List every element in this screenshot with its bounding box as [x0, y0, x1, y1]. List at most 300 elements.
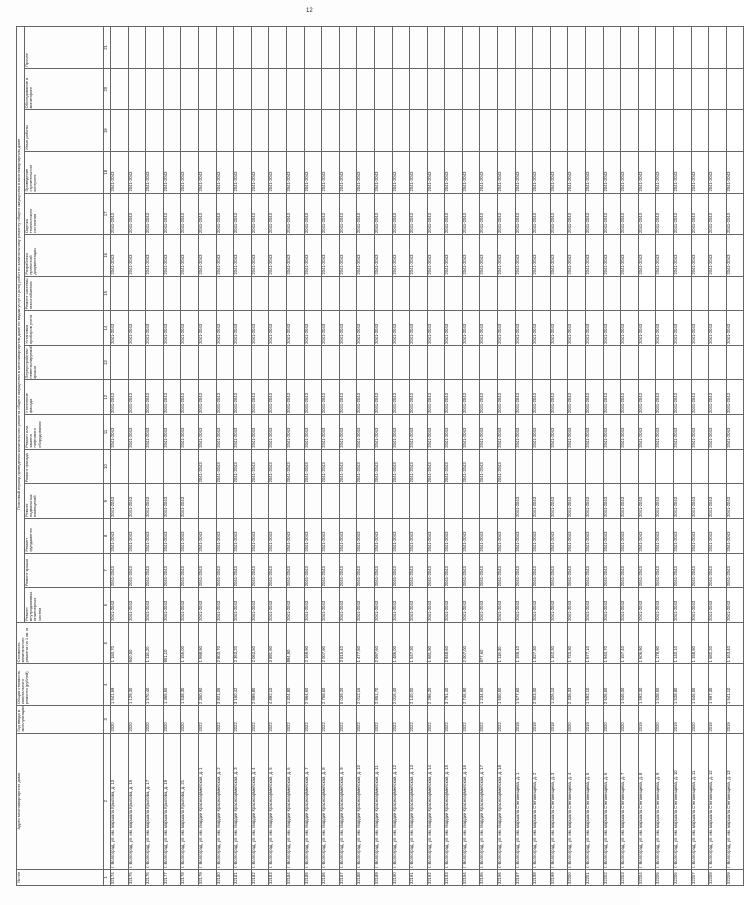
- period-cell: 2041-2043: [427, 193, 445, 235]
- period-cell: 2041-2043: [568, 484, 586, 519]
- period-cell: 2041-2043: [674, 484, 692, 519]
- row-number-cell: 32178: [181, 869, 199, 885]
- period-cell: 2041-2043: [515, 518, 533, 553]
- table-row: [586, 27, 604, 886]
- period-cell: [621, 110, 639, 152]
- period-cell: 2041-2043: [726, 235, 744, 277]
- period-cell: [374, 68, 392, 110]
- period-cell: 2041-2043: [638, 518, 656, 553]
- period-cell: 2041-2043: [445, 151, 463, 193]
- period-cell: 2041-2043: [621, 151, 639, 193]
- period-cell: 2041-2043: [480, 588, 498, 623]
- period-cell: [111, 68, 129, 110]
- table-row: [533, 27, 551, 886]
- period-cell: [656, 449, 674, 484]
- period-cell: [533, 276, 551, 311]
- period-cell: 2041-2043: [480, 193, 498, 235]
- period-cell: [251, 276, 269, 311]
- period-cell: 2041-2043: [515, 553, 533, 588]
- period-cell: 2041-2043: [339, 193, 357, 235]
- period-cell: 2041-2043: [586, 151, 604, 193]
- period-cell: 2041-2043: [427, 235, 445, 277]
- period-cell: 2041-2043: [550, 415, 568, 450]
- period-cell: 2041-2043: [339, 553, 357, 588]
- period-cell: 2041-2043: [445, 553, 463, 588]
- period-cell: 2041-2043: [586, 193, 604, 235]
- period-cell: 2041-2043: [216, 553, 234, 588]
- period-cell: 2041-2043: [339, 235, 357, 277]
- period-cell: 2041-2043: [498, 588, 516, 623]
- period-cell: [427, 345, 445, 380]
- period-cell: [445, 68, 463, 110]
- table-row: [674, 27, 692, 886]
- period-cell: 2041-2043: [251, 449, 269, 484]
- period-cell: 2041-2043: [198, 553, 216, 588]
- period-cell: [286, 345, 304, 380]
- period-cell: 2041-2043: [445, 311, 463, 346]
- period-cell: 2041-2043: [480, 518, 498, 553]
- total-cost-cell: 1 324,80: [286, 664, 304, 706]
- period-cell: [357, 484, 375, 519]
- period-cell: [550, 68, 568, 110]
- period-cell: [181, 449, 199, 484]
- period-cell: 2041-2043: [410, 380, 428, 415]
- period-cell: [550, 276, 568, 311]
- address-cell: г. Волгоград, ул. им. маршала Крылова, д. 15: [128, 733, 146, 869]
- period-cell: 2041-2043: [181, 193, 199, 235]
- period-cell: [392, 276, 410, 311]
- period-cell: 2041-2043: [251, 415, 269, 450]
- period-cell: 2041-2043: [603, 235, 621, 277]
- period-cell: [392, 484, 410, 519]
- period-cell: 2041-2043: [234, 311, 252, 346]
- period-cell: 2041-2043: [198, 449, 216, 484]
- table-row: [251, 27, 269, 886]
- period-cell: 2041-2043: [304, 518, 322, 553]
- period-cell: 2041-2043: [128, 588, 146, 623]
- period-cell: 2041-2043: [638, 380, 656, 415]
- period-cell: [163, 276, 181, 311]
- total-cost-cell: 3 821,05: [216, 664, 234, 706]
- column-number: 3: [104, 705, 111, 733]
- period-cell: 2041-2043: [286, 380, 304, 415]
- period-cell: 2041-2043: [163, 311, 181, 346]
- table-body: [111, 27, 744, 886]
- cost-per-sqm-cell: 1 940,70: [603, 622, 621, 664]
- row-number-cell: 32204: [638, 869, 656, 885]
- period-cell: 2041-2043: [445, 235, 463, 277]
- year-cell: 2020: [691, 705, 709, 733]
- total-cost-cell: 2 296,20: [427, 664, 445, 706]
- period-cell: [691, 449, 709, 484]
- period-cell: 2041-2043: [111, 235, 129, 277]
- period-cell: [674, 110, 692, 152]
- period-cell: 2041-2043: [410, 415, 428, 450]
- period-cell: 2041-2043: [181, 380, 199, 415]
- period-cell: 2041-2043: [111, 193, 129, 235]
- empty-cell: [480, 27, 498, 69]
- period-cell: 2041-2043: [128, 235, 146, 277]
- address-cell: г. Волгоград, ул. им. гвардии Красноармейская, д. 8: [322, 733, 340, 869]
- row-number-cell: 32186: [322, 869, 340, 885]
- period-cell: 2041-2043: [498, 193, 516, 235]
- period-cell: 2041-2043: [674, 588, 692, 623]
- total-cost-cell: 1 592,30: [638, 664, 656, 706]
- period-cell: [111, 110, 129, 152]
- period-cell: 2041-2043: [427, 553, 445, 588]
- period-cell: 2041-2043: [691, 151, 709, 193]
- table-row: [568, 27, 586, 886]
- period-cell: [234, 110, 252, 152]
- total-cost-cell: 2 851,70: [374, 664, 392, 706]
- period-cell: [586, 449, 604, 484]
- year-cell: 2022: [410, 705, 428, 733]
- period-cell: [339, 484, 357, 519]
- column-number: 9: [104, 484, 111, 519]
- period-cell: [691, 110, 709, 152]
- period-cell: [445, 276, 463, 311]
- header-cost-per-sqm: Стоимость капитального ремонта на 1 кв. м: [17, 622, 104, 664]
- period-cell: 2041-2043: [621, 553, 639, 588]
- period-cell: 2041-2043: [621, 311, 639, 346]
- period-cell: 2041-2043: [498, 415, 516, 450]
- period-cell: 2041-2043: [357, 449, 375, 484]
- row-number-cell: 32202: [603, 869, 621, 885]
- period-cell: 2041-2043: [656, 380, 674, 415]
- empty-cell: [181, 27, 199, 69]
- period-cell: 2041-2043: [357, 311, 375, 346]
- cost-per-sqm-cell: 1 162,30: [550, 622, 568, 664]
- year-cell: 2022: [269, 705, 287, 733]
- table-row: [726, 27, 744, 886]
- period-cell: [533, 345, 551, 380]
- empty-cell: [198, 27, 216, 69]
- period-cell: [216, 68, 234, 110]
- header-year: Год ввода в эксплуатацию: [17, 705, 104, 733]
- period-cell: 2041-2043: [128, 193, 146, 235]
- period-cell: [709, 276, 727, 311]
- address-cell: г. Волгоград, ул. им. гвардии Красноармейская, д. 13: [410, 733, 428, 869]
- period-cell: [568, 110, 586, 152]
- header-col11: Ремонт или замена лифтового оборудования: [25, 415, 104, 450]
- period-cell: 2041-2043: [392, 235, 410, 277]
- period-cell: [674, 345, 692, 380]
- period-cell: [656, 345, 674, 380]
- period-cell: 2041-2043: [304, 380, 322, 415]
- row-number-cell: 32208: [709, 869, 727, 885]
- address-cell: г. Волгоград, ул. им. маршала Степанищева, д. 4: [568, 733, 586, 869]
- period-cell: [392, 110, 410, 152]
- cost-per-sqm-cell: 2 803,70: [216, 622, 234, 664]
- period-cell: 2041-2043: [709, 193, 727, 235]
- period-cell: 2041-2043: [726, 380, 744, 415]
- table-row: [269, 27, 287, 886]
- period-cell: 2041-2043: [726, 151, 744, 193]
- period-cell: [586, 68, 604, 110]
- period-cell: 2041-2043: [656, 553, 674, 588]
- period-cell: 2041-2043: [304, 151, 322, 193]
- empty-cell: [674, 27, 692, 69]
- empty-cell: [322, 27, 340, 69]
- period-cell: [410, 68, 428, 110]
- table-row: [357, 27, 375, 886]
- period-cell: 2041-2043: [726, 588, 744, 623]
- period-cell: 2041-2043: [198, 193, 216, 235]
- address-cell: г. Волгоград, ул. им. маршала Степанищева, д. 13: [726, 733, 744, 869]
- year-cell: 2020: [181, 705, 199, 733]
- period-cell: [339, 110, 357, 152]
- row-number-cell: 32181: [234, 869, 252, 885]
- period-cell: 2041-2043: [374, 311, 392, 346]
- period-cell: 2041-2043: [286, 518, 304, 553]
- row-number-cell: 32190: [392, 869, 410, 885]
- period-cell: 2041-2043: [533, 484, 551, 519]
- cost-per-sqm-cell: 1 682,20: [709, 622, 727, 664]
- period-cell: 2041-2043: [304, 553, 322, 588]
- period-cell: 2041-2043: [374, 193, 392, 235]
- period-cell: 2041-2043: [392, 193, 410, 235]
- period-cell: 2041-2043: [269, 553, 287, 588]
- period-cell: 2041-2043: [146, 380, 164, 415]
- period-cell: [357, 110, 375, 152]
- period-cell: 2041-2043: [410, 449, 428, 484]
- empty-cell: [550, 27, 568, 69]
- period-cell: 2041-2043: [304, 415, 322, 450]
- period-cell: [410, 345, 428, 380]
- cost-per-sqm-cell: 1 827,30: [533, 622, 551, 664]
- year-cell: 2020: [621, 705, 639, 733]
- empty-cell: [410, 27, 428, 69]
- period-cell: 2041-2043: [498, 553, 516, 588]
- period-cell: 2041-2043: [146, 553, 164, 588]
- period-cell: 2041-2043: [726, 518, 744, 553]
- period-cell: [480, 345, 498, 380]
- period-cell: 2041-2043: [269, 518, 287, 553]
- period-cell: 2041-2043: [198, 311, 216, 346]
- header-col21: Прочее: [25, 27, 104, 69]
- period-cell: [269, 276, 287, 311]
- total-cost-cell: 3 791,40: [445, 664, 463, 706]
- period-cell: 2041-2043: [480, 151, 498, 193]
- period-cell: 2041-2043: [269, 380, 287, 415]
- year-cell: 2022: [427, 705, 445, 733]
- period-cell: 2041-2043: [462, 553, 480, 588]
- period-cell: 2041-2043: [691, 588, 709, 623]
- period-cell: [146, 68, 164, 110]
- period-cell: 2041-2043: [374, 553, 392, 588]
- period-cell: 2041-2043: [163, 193, 181, 235]
- period-cell: [304, 484, 322, 519]
- period-cell: 2041-2043: [322, 311, 340, 346]
- cost-per-sqm-cell: 1 998,90: [198, 622, 216, 664]
- period-cell: 2041-2043: [621, 415, 639, 450]
- period-cell: [674, 68, 692, 110]
- column-number: 16: [104, 235, 111, 277]
- cost-per-sqm-cell: 894,90: [286, 622, 304, 664]
- period-cell: 2041-2043: [339, 588, 357, 623]
- year-cell: 2022: [445, 705, 463, 733]
- row-number-cell: 32195: [480, 869, 498, 885]
- period-cell: 2041-2043: [674, 415, 692, 450]
- period-cell: 2041-2043: [586, 518, 604, 553]
- period-cell: 2041-2043: [146, 484, 164, 519]
- period-cell: [498, 345, 516, 380]
- period-cell: 2041-2043: [656, 415, 674, 450]
- period-cell: 2041-2043: [181, 518, 199, 553]
- period-cell: 2041-2043: [374, 415, 392, 450]
- period-cell: [234, 345, 252, 380]
- row-number-cell: 32205: [656, 869, 674, 885]
- empty-cell: [515, 27, 533, 69]
- period-cell: 2041-2043: [638, 235, 656, 277]
- period-cell: [234, 68, 252, 110]
- cost-per-sqm-cell: 3 815,40: [339, 622, 357, 664]
- header-col16: Разработка проектной документации: [25, 235, 104, 277]
- period-cell: 2041-2043: [691, 380, 709, 415]
- address-cell: г. Волгоград, ул. им. маршала Крылова, д. 13: [111, 733, 129, 869]
- period-cell: [198, 276, 216, 311]
- period-cell: 2041-2043: [251, 380, 269, 415]
- empty-cell: [498, 27, 516, 69]
- total-cost-cell: 2 899,80: [251, 664, 269, 706]
- period-cell: 2041-2043: [638, 588, 656, 623]
- period-cell: 2041-2043: [586, 311, 604, 346]
- column-number: 17: [104, 193, 111, 235]
- period-cell: [445, 345, 463, 380]
- period-cell: [304, 110, 322, 152]
- address-cell: г. Волгоград, ул. им. гвардии Красноармейская, д. 15: [445, 733, 463, 869]
- period-cell: 2041-2043: [638, 415, 656, 450]
- period-cell: 2041-2043: [410, 193, 428, 235]
- period-cell: 2041-2043: [691, 518, 709, 553]
- cost-per-sqm-cell: 2 848,60: [445, 622, 463, 664]
- table-row: [286, 27, 304, 886]
- year-cell: 2022: [462, 705, 480, 733]
- period-cell: 2041-2043: [621, 518, 639, 553]
- period-cell: [515, 449, 533, 484]
- period-cell: 2041-2043: [586, 484, 604, 519]
- cost-per-sqm-cell: 1 158,90: [691, 622, 709, 664]
- empty-cell: [234, 27, 252, 69]
- header-group: Плановый период проведения капитального ремонта общего имущества в многоквартирном доме по видам услуг и (или) работ по капитальному ремонту общего имущества в многоквартирном доме: [17, 27, 25, 623]
- period-cell: [638, 449, 656, 484]
- column-number: 10: [104, 449, 111, 484]
- period-cell: 2041-2043: [568, 553, 586, 588]
- period-cell: 2041-2043: [533, 553, 551, 588]
- year-cell: 2022: [251, 705, 269, 733]
- period-cell: [674, 276, 692, 311]
- period-cell: [181, 276, 199, 311]
- period-cell: 2041-2043: [128, 415, 146, 450]
- period-cell: 2041-2043: [410, 553, 428, 588]
- period-cell: 2041-2043: [638, 193, 656, 235]
- year-cell: 2020: [656, 705, 674, 733]
- period-cell: 2041-2043: [498, 380, 516, 415]
- period-cell: 2041-2043: [445, 415, 463, 450]
- header-col20: Обследование и мониторинг: [25, 68, 104, 110]
- period-cell: 2041-2043: [656, 484, 674, 519]
- period-cell: 2041-2043: [339, 449, 357, 484]
- period-cell: 2041-2043: [198, 235, 216, 277]
- period-cell: [621, 68, 639, 110]
- period-cell: 2041-2043: [515, 235, 533, 277]
- period-cell: 2041-2043: [603, 588, 621, 623]
- empty-cell: [462, 27, 480, 69]
- row-number-cell: 32187: [339, 869, 357, 885]
- period-cell: [568, 449, 586, 484]
- period-cell: 2041-2043: [374, 151, 392, 193]
- row-number-cell: 32209: [726, 869, 744, 885]
- period-cell: 2041-2043: [392, 553, 410, 588]
- cost-per-sqm-cell: 3 891,90: [269, 622, 287, 664]
- period-cell: [586, 276, 604, 311]
- row-number-cell: 32192: [427, 869, 445, 885]
- period-cell: [286, 68, 304, 110]
- period-cell: 2041-2043: [269, 151, 287, 193]
- period-cell: [603, 449, 621, 484]
- period-cell: 2041-2043: [726, 193, 744, 235]
- table-row: [339, 27, 357, 886]
- address-cell: г. Волгоград, ул. им. маршала Степанищева, д. 6: [603, 733, 621, 869]
- year-cell: 2020: [111, 705, 129, 733]
- period-cell: 2041-2043: [674, 553, 692, 588]
- period-cell: 2041-2043: [726, 415, 744, 450]
- period-cell: 2041-2043: [709, 588, 727, 623]
- total-cost-cell: 1 997,30: [709, 664, 727, 706]
- cost-per-sqm-cell: 2 007,00: [462, 622, 480, 664]
- period-cell: 2041-2043: [216, 380, 234, 415]
- table-row: [392, 27, 410, 886]
- cost-per-sqm-cell: 1 150,70: [111, 622, 129, 664]
- period-cell: [709, 449, 727, 484]
- column-number: 15: [104, 276, 111, 311]
- period-cell: 2041-2043: [498, 235, 516, 277]
- period-cell: 2041-2043: [128, 553, 146, 588]
- period-cell: [709, 110, 727, 152]
- period-cell: [163, 68, 181, 110]
- column-number: 11: [104, 415, 111, 450]
- period-cell: [427, 276, 445, 311]
- period-cell: 2041-2043: [286, 449, 304, 484]
- period-cell: 2041-2043: [462, 151, 480, 193]
- row-number-cell: 32175: [128, 869, 146, 885]
- year-cell: 2019: [674, 705, 692, 733]
- period-cell: [163, 449, 181, 484]
- address-cell: г. Волгоград, ул. им. маршала Степанищева, д. 11: [691, 733, 709, 869]
- period-cell: 2041-2043: [146, 151, 164, 193]
- period-cell: [339, 68, 357, 110]
- period-cell: 2041-2043: [498, 518, 516, 553]
- empty-cell: [357, 27, 375, 69]
- period-cell: 2041-2043: [374, 588, 392, 623]
- period-cell: [198, 484, 216, 519]
- period-cell: 2041-2043: [111, 518, 129, 553]
- period-cell: 2041-2043: [603, 484, 621, 519]
- period-cell: 2041-2043: [480, 380, 498, 415]
- period-cell: 2041-2043: [621, 235, 639, 277]
- period-cell: 2041-2043: [234, 235, 252, 277]
- cost-per-sqm-cell: 1 681,90: [427, 622, 445, 664]
- period-cell: [322, 68, 340, 110]
- total-cost-cell: 1 541,69: [111, 664, 129, 706]
- period-cell: 2041-2043: [533, 415, 551, 450]
- header-col10: Ремонт фасада: [25, 449, 104, 484]
- period-cell: 2041-2043: [234, 588, 252, 623]
- period-cell: 2041-2043: [339, 518, 357, 553]
- period-cell: [515, 345, 533, 380]
- period-cell: 2041-2043: [726, 484, 744, 519]
- period-cell: [251, 484, 269, 519]
